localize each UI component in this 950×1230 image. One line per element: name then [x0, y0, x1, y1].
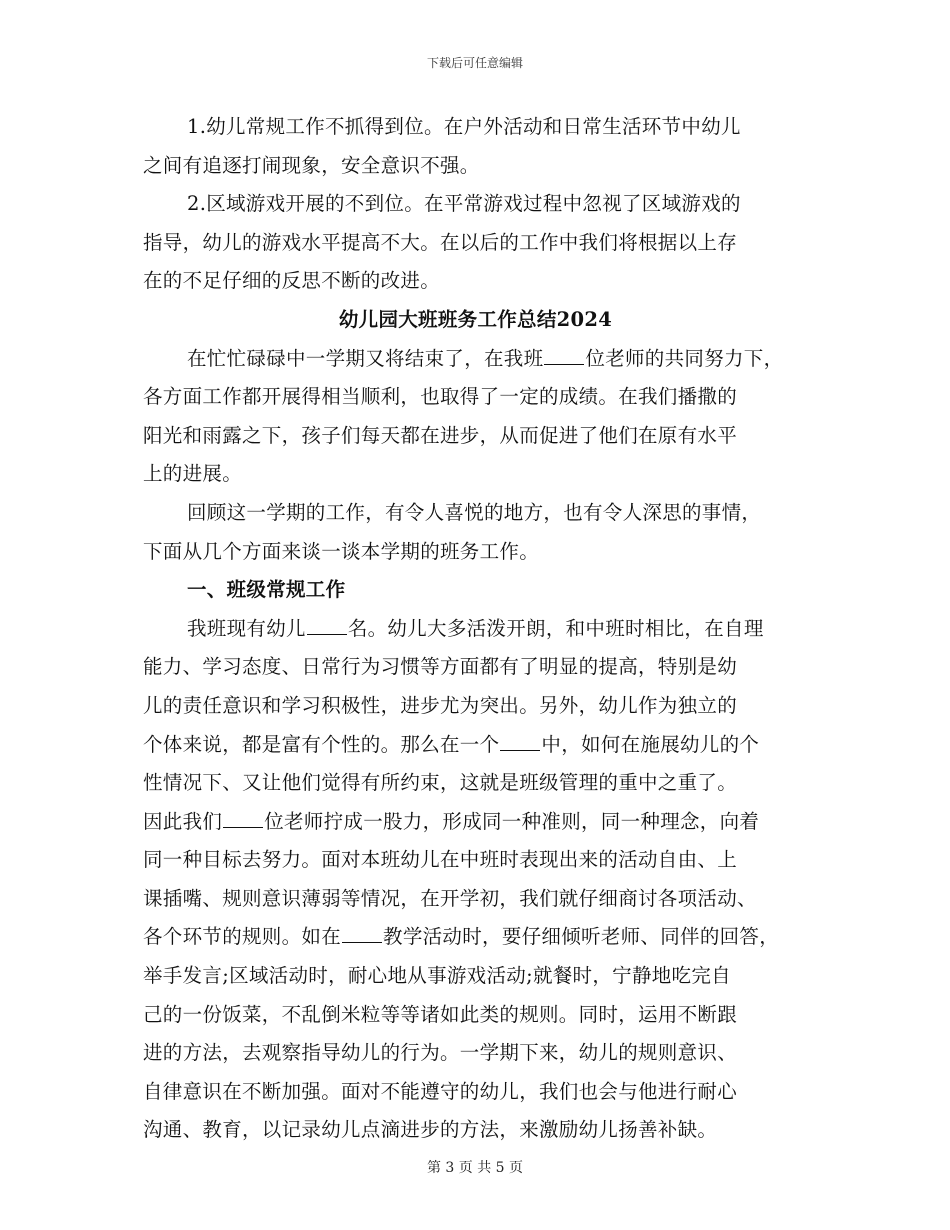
text-line: 阳光和雨露之下，孩子们每天都在进步，从而促进了他们在原有水平	[143, 423, 738, 447]
text-line: 进的方法，去观察指导幼儿的行为。一学期下来，幼儿的规则意识、	[143, 1041, 738, 1065]
text-line: 在忙忙碌碌中一学期又将结束了，在我班 位老师的共同努力下，	[187, 346, 784, 370]
text-line: 回顾这一学期的工作，有令人喜悦的地方，也有令人深思的事情，	[187, 500, 762, 524]
fill-blank	[500, 732, 540, 751]
text-line: 沟通、教育，以记录幼儿点滴进步的方法，来激励幼儿扬善补缺。	[143, 1118, 718, 1142]
document-body	[143, 108, 808, 1150]
fill-blank	[342, 924, 382, 943]
text-line: 性情况下、又让他们觉得有所约束，这就是班级管理的重中之重了。	[143, 771, 738, 795]
text-line: 同一种目标去努力。面对本班幼儿在中班时表现出来的活动自由、上	[143, 848, 738, 872]
text-line: 课插嘴、规则意识薄弱等情况，在开学初，我们就仔细商讨各项活动、	[143, 886, 757, 910]
text-line: 之间有追逐打闹现象，安全意识不强。	[143, 153, 480, 177]
text-line: 在的不足仔细的反思不断的改进。	[143, 269, 441, 293]
text-line: 个体来说，都是富有个性的。那么在一个 中，如何在施展幼儿的个	[143, 732, 760, 756]
section-heading: 一、班级常规工作	[187, 578, 346, 602]
text-line: 我班现有幼儿 名。幼儿大多活泼开朗，和中班时相比，在自理	[187, 616, 764, 640]
fill-blank	[223, 809, 263, 828]
text-line: 下面从几个方面来谈一谈本学期的班务工作。	[143, 539, 540, 563]
text-line: 己的一份饭菜，不乱倒米粒等等诸如此类的规则。同时，运用不断跟	[143, 1002, 738, 1026]
fill-blank	[307, 616, 347, 635]
text-line: 儿的责任意识和学习积极性，进步尤为突出。另外，幼儿作为独立的	[143, 693, 738, 717]
section-title: 幼儿园大班班务工作总结2024	[338, 307, 613, 331]
text-line: 因此我们 位老师拧成一股力，形成同一种准则，同一种理念，向着	[143, 809, 760, 833]
text-line: 各方面工作都开展得相当顺利，也取得了一定的成绩。在我们播撒的	[143, 385, 738, 409]
page-footer: 第 3 页 共 5 页	[426, 1160, 524, 1176]
text-line: 能力、学习态度、日常行为习惯等方面都有了明显的提高，特别是幼	[143, 655, 738, 679]
text-line: 举手发言;区域活动时，耐心地从事游戏活动;就餐时，宁静地吃完自	[143, 964, 731, 988]
fill-blank	[544, 346, 584, 365]
text-line: 指导，幼儿的游戏水平提高不大。在以后的工作中我们将根据以上存	[143, 230, 738, 254]
text-line: 各个环节的规则。如在 教学活动时，要仔细倾听老师、同伴的回答，	[143, 925, 780, 949]
page-header: 下载后可任意编辑	[426, 56, 523, 70]
text-line: 自律意识在不断加强。面对不能遵守的幼儿，我们也会与他进行耐心	[143, 1079, 738, 1103]
text-line: 上的进展。	[143, 462, 243, 486]
paragraph-lines	[143, 108, 808, 1150]
text-line: 1.幼儿常规工作不抓得到位。在户外活动和日常生活环节中幼儿	[187, 115, 741, 138]
text-line: 2.区域游戏开展的不到位。在平常游戏过程中忽视了区域游戏的	[187, 192, 741, 216]
